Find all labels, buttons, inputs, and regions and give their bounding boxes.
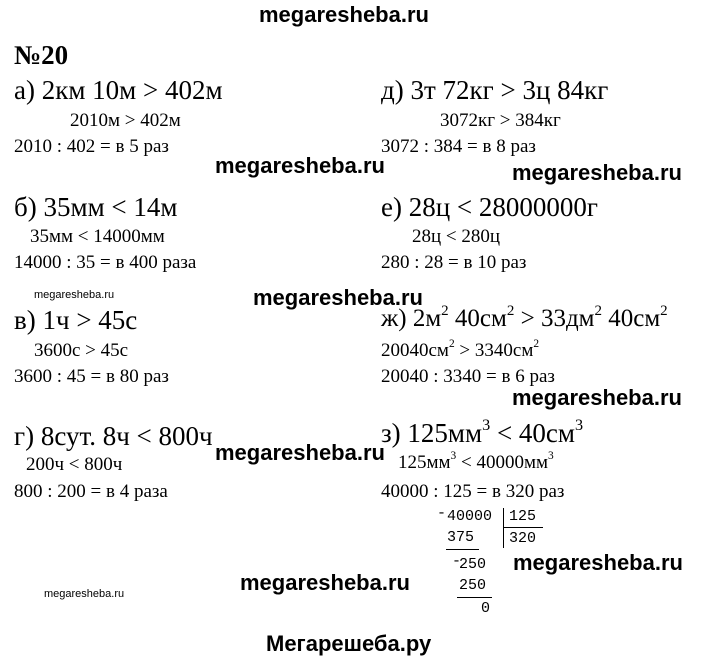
item-g-line: 200ч < 800ч [26, 454, 123, 475]
division-minus-2: - [452, 553, 462, 570]
watermark-v-center: megaresheba.ru [253, 285, 423, 310]
item-g-calc: 800 : 200 = в 4 раза [14, 481, 168, 502]
division-minus-1: - [437, 505, 447, 522]
item-b-head: б) 35мм < 14м [14, 192, 178, 222]
watermark-top: megaresheba.ru [259, 2, 429, 27]
division-rem2: 0 [481, 600, 491, 617]
item-zh-calc: 20040 : 3340 = в 6 раз [381, 366, 555, 387]
item-g-head: г) 8сут. 8ч < 800ч [14, 421, 213, 451]
watermark-bottom-center: megaresheba.ru [240, 570, 410, 595]
watermark-v-small: megaresheba.ru [34, 289, 115, 301]
division-sub2: 250 [459, 577, 487, 594]
item-d-calc: 3072 : 384 = в 8 раз [381, 136, 536, 157]
watermark-zh: megaresheba.ru [512, 385, 682, 410]
watermark-z: megaresheba.ru [513, 550, 683, 575]
division-divisor-rule [503, 527, 543, 528]
item-a-calc: 2010 : 402 = в 5 раз [14, 136, 169, 157]
item-b-calc: 14000 : 35 = в 400 раза [14, 252, 197, 273]
item-e-line: 28ц < 280ц [412, 226, 501, 247]
item-a-line: 2010м > 402м [70, 110, 181, 131]
division-vertical-rule [503, 508, 504, 548]
division-divisor: 125 [509, 508, 537, 525]
item-zh-head: ж) $2м^2$ $40см^2 > 33дм^2$ $40см^2$ [381, 302, 668, 332]
division-sub1: 375 [447, 529, 475, 546]
watermark-bottom-small: megaresheba.ru [44, 588, 125, 600]
item-a-head: а) 2км 10м > 402м [14, 75, 223, 105]
item-z-calc: 40000 : 125 = в 320 раз [381, 481, 565, 502]
division-dividend: 40000 [447, 508, 493, 525]
division-rem1: 250 [459, 556, 487, 573]
item-d-line: 3072кг > 384кг [440, 110, 561, 131]
division-rule-1 [446, 549, 479, 550]
task-number: №20 [14, 40, 69, 70]
watermark-a: megaresheba.ru [215, 153, 385, 178]
item-e-calc: 280 : 28 = в 10 раз [381, 252, 527, 273]
item-e-head: е) 28ц < 28000000г [381, 192, 598, 222]
watermark-footer: Мегарешеба.ру [266, 631, 432, 656]
item-d-head: д) 3т 72кг > 3ц 84кг [381, 75, 609, 105]
division-rule-2 [457, 597, 492, 598]
item-zh-line: $20040см^2 > 3340см^2$ [381, 338, 540, 361]
item-v-calc: 3600 : 45 = в 80 раз [14, 366, 169, 387]
watermark-g: megaresheba.ru [215, 440, 385, 465]
item-v-line: 3600с > 45с [34, 340, 129, 361]
item-v-head: в) 1ч > 45с [14, 305, 138, 335]
item-b-line: 35мм < 14000мм [30, 226, 165, 247]
division-quotient: 320 [509, 530, 537, 547]
item-z-head: з) $125мм^3 < 40см^3$ [381, 415, 584, 448]
watermark-d: megaresheba.ru [512, 160, 682, 185]
item-z-line: $125мм^3 < 40000мм^3$ [398, 450, 554, 473]
